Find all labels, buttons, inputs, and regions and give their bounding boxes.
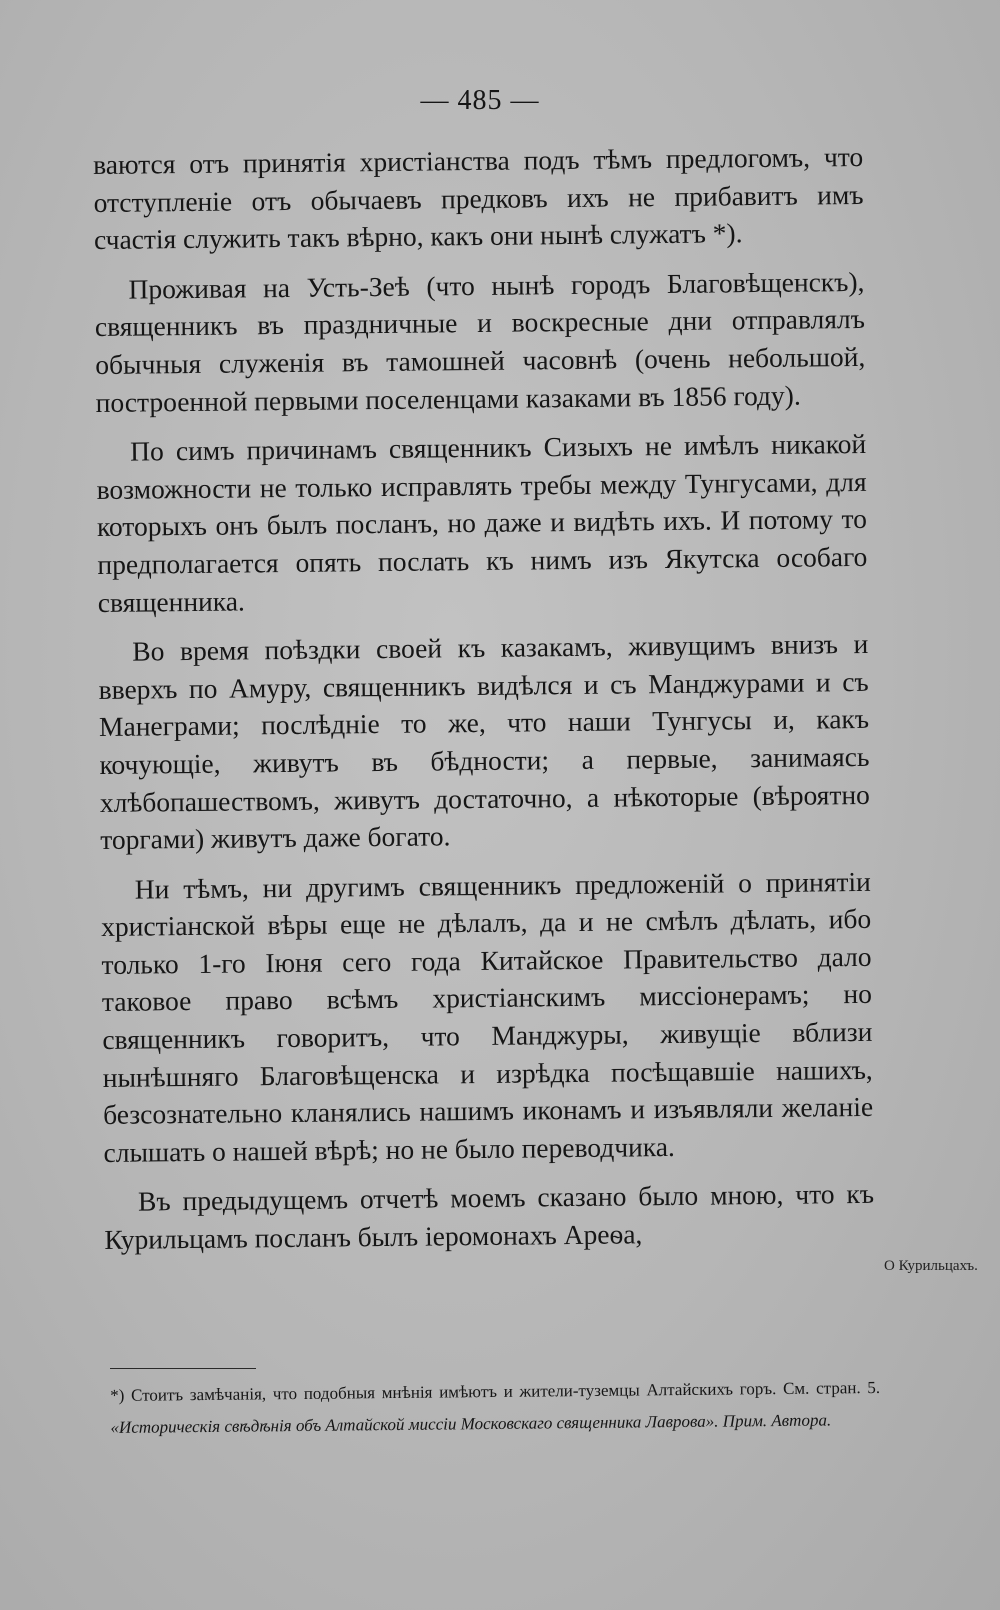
footnote-text: *) Стоитъ замѣчанія, что подобныя мнѣнія имѣютъ и жители-туземцы Алтайскихъ горъ. См. стран. 5. [110, 1377, 881, 1405]
paragraph: Въ предыдущемъ отчетѣ моемъ сказано было мною, что къ Курильцамъ посланъ былъ іеромонахъ Ареѳа, [104, 1178, 875, 1255]
paragraph: Проживая на Усть-Зеѣ (что нынѣ городъ Благовѣщенскъ), священникъ въ праздничные и воскресные дни отправлялъ обычныя служенія въ тамошней часовнѣ (очень небольшой, построенной первыми поселенцами казаками въ 1856 году). [94, 265, 866, 418]
footnote [110, 1372, 881, 1444]
paragraph: Во время поѣздки своей къ казакамъ, живущимъ внизъ и вверхъ по Амуру, священникъ видѣлся и съ Манджурами и съ Манеграми; послѣдніе то же, что наши Тунгусы и, какъ кочующіе, живутъ въ бѣдности; а первые, занимаясь хлѣбопашествомъ, живутъ достаточно, а нѣкоторые (вѣроятно торгами) живутъ даже богато. [98, 628, 870, 856]
main-text [93, 138, 875, 1271]
footnote-divider [110, 1368, 256, 1369]
page-number: — 485 — [420, 85, 540, 116]
paragraph: Ни тѣмъ, ни другимъ священникъ предложеній о принятіи христіанской вѣры еще не дѣлалъ, да и не смѣлъ дѣлать, ибо только 1-го Іюня сего года Китайское Правительство дало таковое право всѣмъ христіанскимъ миссіонерамъ; но священникъ говоритъ, что Манджуры, живущіе вблизи нынѣшняго Благовѣщенска и изрѣдка посѣщавшіе нашихъ, безсознательно кланялись нашимъ иконамъ и изъявляли желаніе слышать о нашей вѣрѣ; но не было переводчика. [101, 865, 874, 1168]
paragraph: По симъ причинамъ священникъ Сизыхъ не имѣлъ никакой возможности не только исправлять требы между Тунгусами, для которыхъ онъ былъ посланъ, но даже и видѣть ихъ. И потому то предполагается опять послать къ нимъ изъ Якутска особаго священника. [96, 428, 868, 618]
paragraph: ваются отъ принятія христіанства подъ тѣмъ предлогомъ, что отступленіе отъ обычаевъ предковъ ихъ не прибавитъ имъ счастія служить такъ вѣрно, какъ они нынѣ служатъ *). [93, 140, 864, 256]
margin-note: О Курильцахъ. [884, 1258, 978, 1274]
footnote-citation: «Историческія свѣдѣнія объ Алтайской миссіи Московскаго священника Лаврова». Прим. Автора. [110, 1410, 832, 1437]
